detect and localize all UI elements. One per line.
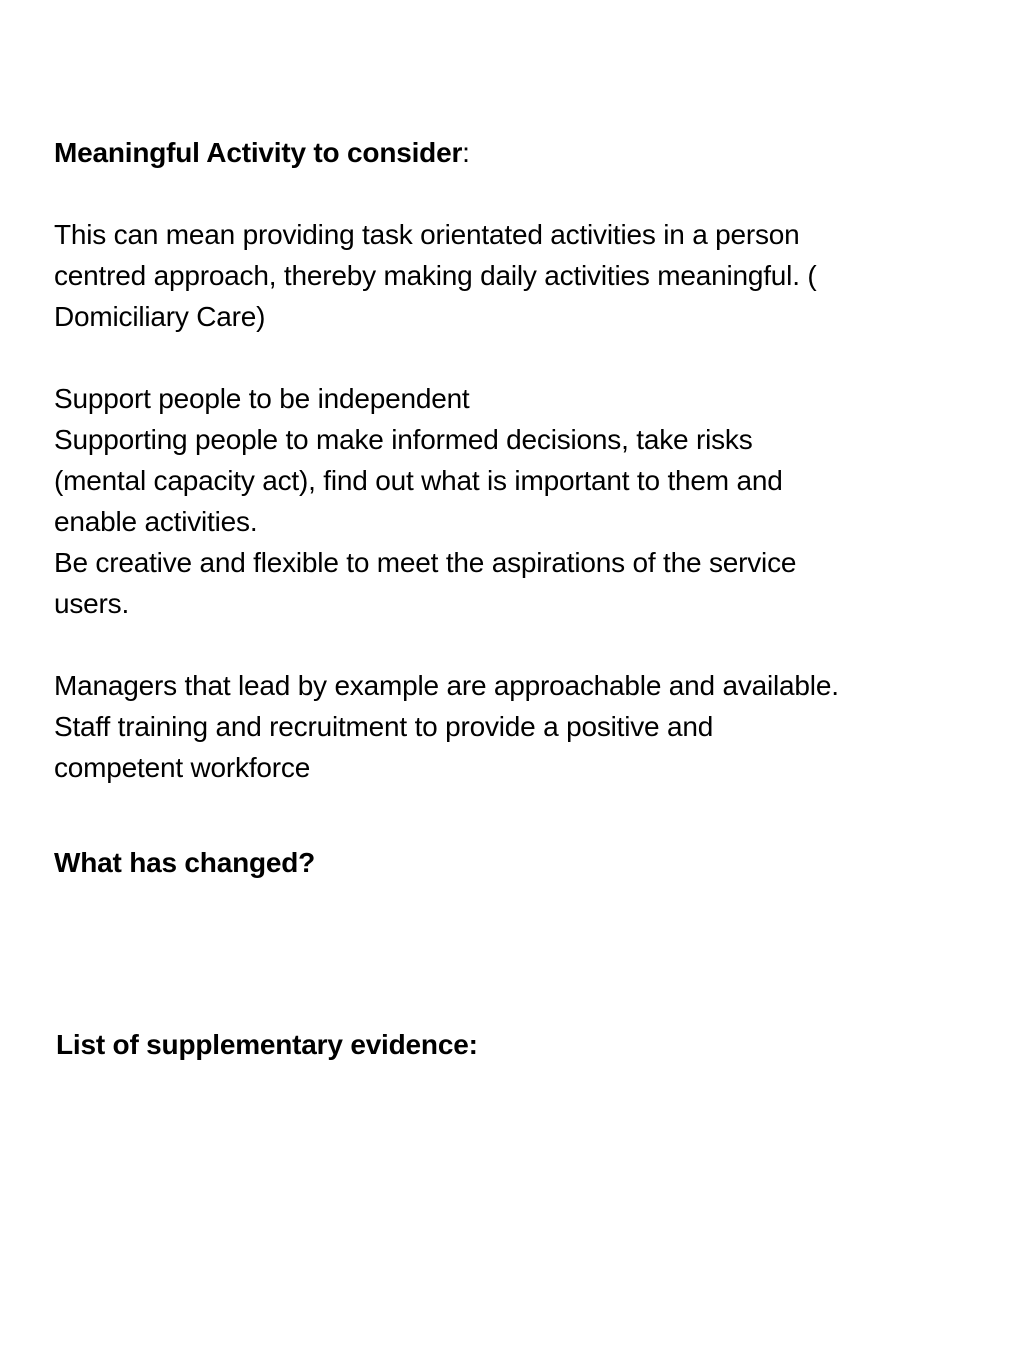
paragraph-1-line: Domiciliary Care) (54, 301, 266, 332)
paragraph-2-line: users. (54, 588, 130, 619)
heading-supplementary-evidence: List of supplementary evidence: (56, 1029, 478, 1060)
paragraph-1-line: This can mean providing task orientated activities in a person (54, 219, 800, 250)
paragraph-2-line: enable activities. (54, 506, 258, 537)
paragraph-1-line: centred approach, thereby making daily activities meaningful. ( (54, 260, 817, 291)
paragraph-3-line: Managers that lead by example are approachable and available. (54, 670, 839, 701)
heading-meaningful-activity-colon: : (462, 137, 470, 168)
paragraph-2-line: Supporting people to make informed decisions, take risks (54, 424, 753, 455)
paragraph-3-line: Staff training and recruitment to provide a positive and (54, 711, 714, 742)
paragraph-3-line: competent workforce (54, 752, 311, 783)
paragraph-2-line: Be creative and flexible to meet the aspirations of the service (54, 547, 797, 578)
paragraph-2-line: Support people to be independent (54, 383, 470, 414)
heading-meaningful-activity (54, 132, 470, 173)
paragraph-2-line: (mental capacity act), find out what is important to them and (54, 465, 783, 496)
heading-meaningful-activity-text: Meaningful Activity to consider (54, 137, 463, 168)
heading-what-has-changed: What has changed? (54, 847, 316, 878)
